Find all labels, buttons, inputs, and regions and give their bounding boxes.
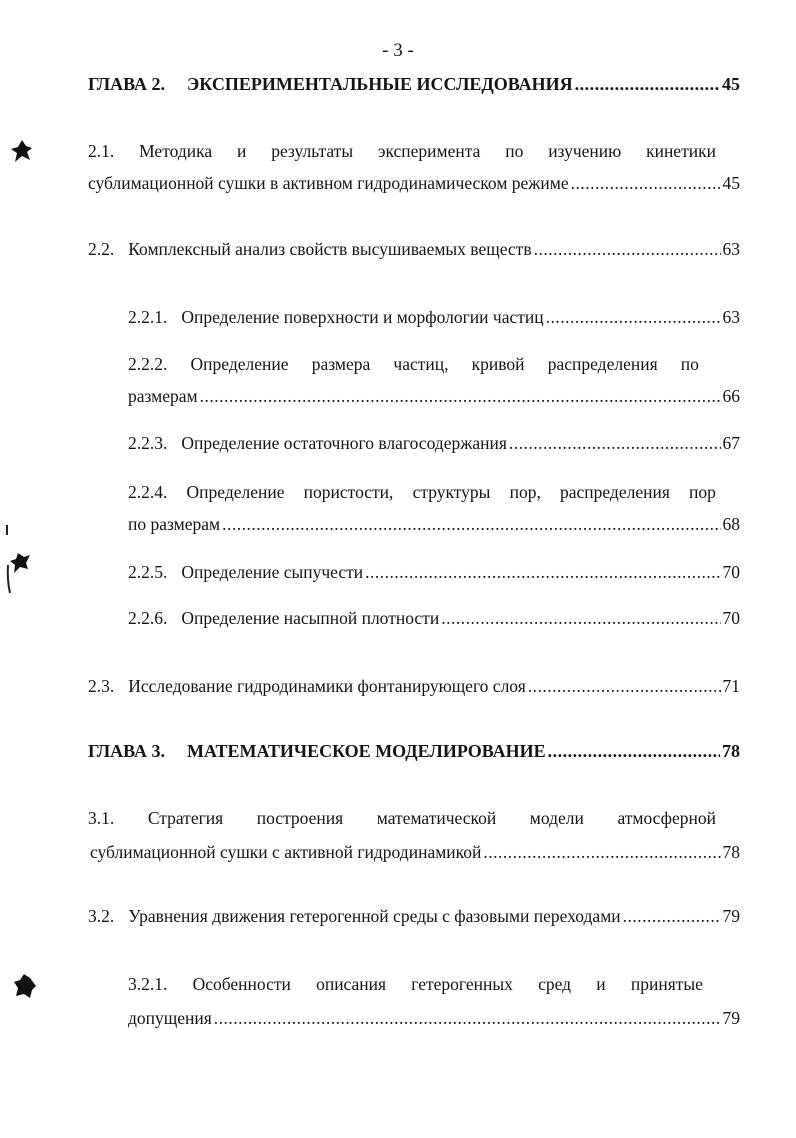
scan-blot-3 <box>12 972 38 1002</box>
toc-word: атмосферной <box>617 808 716 828</box>
toc-number: 2.2.1. <box>128 307 168 327</box>
toc-section-2-2-5[interactable] <box>128 560 740 584</box>
toc-word: и <box>596 974 606 994</box>
dot-leader <box>200 384 721 408</box>
toc-page: 70 <box>722 608 740 628</box>
toc-number: 2.2.5. <box>128 562 168 582</box>
toc-title: Исследование гидродинамики фонтанирующего слоя <box>128 676 526 696</box>
toc-number: 2.2.4. <box>128 482 168 502</box>
toc-word: и <box>236 141 247 161</box>
toc-page: 79 <box>722 1008 740 1028</box>
toc-title: сублимационной сушки с активной гидродинамикой <box>90 842 482 862</box>
toc-word: размера <box>311 354 371 374</box>
toc-word: эксперимента <box>377 141 481 161</box>
toc-title: МАТЕМАТИЧЕСКОЕ МОДЕЛИРОВАНИЕ <box>187 741 546 761</box>
toc-number: 3.2.1. <box>128 974 168 994</box>
toc-number: 3.1. <box>88 808 115 828</box>
toc-page: 63 <box>722 307 740 327</box>
toc-word: изучению <box>548 141 622 161</box>
toc-number: 3.2. <box>88 906 115 926</box>
toc-number: ГЛАВА 3. <box>88 741 166 761</box>
toc-word: распределения <box>547 354 658 374</box>
toc-word: построения <box>256 808 344 828</box>
toc-word: Стратегия <box>147 808 224 828</box>
toc-section-3-2-1-line-2[interactable] <box>128 1006 740 1030</box>
toc-section-3-2-1-line-1[interactable] <box>128 972 703 996</box>
toc-word: распределения <box>560 482 670 502</box>
toc-title: Уравнения движения гетерогенной среды с фазовыми переходами <box>128 906 621 926</box>
toc-word: по <box>680 354 699 374</box>
toc-page: 78 <box>722 741 740 761</box>
toc-page: 71 <box>722 676 740 696</box>
toc-page: 68 <box>722 514 740 534</box>
scan-blot-1 <box>10 138 34 164</box>
toc-title: размерам <box>128 386 198 406</box>
dot-leader <box>546 305 721 329</box>
page-number: - 3 - <box>382 40 414 61</box>
toc-title: допущения <box>128 1008 212 1028</box>
toc-title: Комплексный анализ свойств высушиваемых веществ <box>128 239 532 259</box>
dot-leader <box>571 171 721 195</box>
toc-word: гетерогенных <box>411 974 513 994</box>
toc-page: 45 <box>722 173 740 193</box>
toc-word: кривой <box>471 354 525 374</box>
toc-section-2-1-line-2[interactable] <box>88 171 740 195</box>
toc-word: принятые <box>630 974 703 994</box>
toc-section-3-1-line-1[interactable] <box>88 806 716 830</box>
dot-leader <box>548 739 720 763</box>
toc-word: пористости, <box>303 482 394 502</box>
toc-title: Определение поверхности и морфологии частиц <box>181 307 544 327</box>
toc-section-2-2-1[interactable] <box>128 305 740 329</box>
toc-word: Определение <box>186 482 285 502</box>
toc-number: 2.2.3. <box>128 433 168 453</box>
toc-title: сублимационной сушки в активном гидродинамическом режиме <box>88 173 569 193</box>
toc-word: результаты <box>271 141 354 161</box>
toc-section-2-3[interactable] <box>88 674 740 698</box>
toc-word: пор, <box>509 482 541 502</box>
toc-number: ГЛАВА 2. <box>88 74 166 94</box>
toc-word: описания <box>316 974 387 994</box>
toc-page: 70 <box>722 562 740 582</box>
toc-section-2-2-2-line-2[interactable] <box>128 384 740 408</box>
toc-page: 79 <box>722 906 740 926</box>
toc-title: Определение сыпучести <box>181 562 364 582</box>
dot-leader <box>441 606 720 630</box>
scan-blot-2 <box>4 525 32 595</box>
dot-leader <box>528 674 721 698</box>
toc-section-2-2-3[interactable] <box>128 431 740 455</box>
toc-section-3-2[interactable] <box>88 904 740 928</box>
dot-leader <box>509 431 721 455</box>
dot-leader <box>222 512 720 536</box>
toc-section-2-2-2-line-1[interactable] <box>128 352 699 376</box>
toc-word: Особенности <box>192 974 291 994</box>
toc-title: Определение остаточного влагосодержания <box>181 433 507 453</box>
toc-word: сред <box>538 974 572 994</box>
dot-leader <box>534 237 721 261</box>
toc-word: Методика <box>139 141 213 161</box>
toc-chapter-3[interactable] <box>88 739 740 763</box>
toc-page: 66 <box>722 386 740 406</box>
toc-number: 2.2.2. <box>128 354 168 374</box>
toc-number: 2.1. <box>88 141 115 161</box>
toc-page: 78 <box>722 842 740 862</box>
toc-number: 2.2. <box>88 239 115 259</box>
toc-section-2-2-6[interactable] <box>128 606 740 630</box>
toc-page: 45 <box>722 74 740 94</box>
toc-title: по размерам <box>128 514 221 534</box>
dot-leader <box>483 840 720 864</box>
toc-word: частиц, <box>393 354 449 374</box>
toc-page: 67 <box>722 433 740 453</box>
dot-leader <box>214 1006 721 1030</box>
toc-word: модели <box>529 808 584 828</box>
toc-word: математической <box>376 808 497 828</box>
toc-chapter-2[interactable] <box>88 72 740 96</box>
toc-number: 2.3. <box>88 676 115 696</box>
toc-title: ЭКСПЕРИМЕНТАЛЬНЫЕ ИССЛЕДОВАНИЯ <box>187 74 573 94</box>
toc-section-3-1-line-2[interactable] <box>90 840 740 864</box>
toc-section-2-1-line-1[interactable] <box>88 139 716 163</box>
dot-leader <box>623 904 721 928</box>
toc-page: 63 <box>722 239 740 259</box>
toc-section-2-2[interactable] <box>88 237 740 261</box>
toc-word: по <box>505 141 524 161</box>
toc-word: структуры <box>412 482 491 502</box>
toc-number: 2.2.6. <box>128 608 168 628</box>
dot-leader <box>575 72 720 96</box>
toc-word: Определение <box>190 354 289 374</box>
toc-section-2-2-4-line-2[interactable] <box>128 512 740 536</box>
dot-leader <box>365 560 720 584</box>
toc-word: кинетики <box>646 141 716 161</box>
toc-title: Определение насыпной плотности <box>181 608 440 628</box>
toc-word: пор <box>689 482 716 502</box>
toc-section-2-2-4-line-1[interactable] <box>128 480 716 504</box>
